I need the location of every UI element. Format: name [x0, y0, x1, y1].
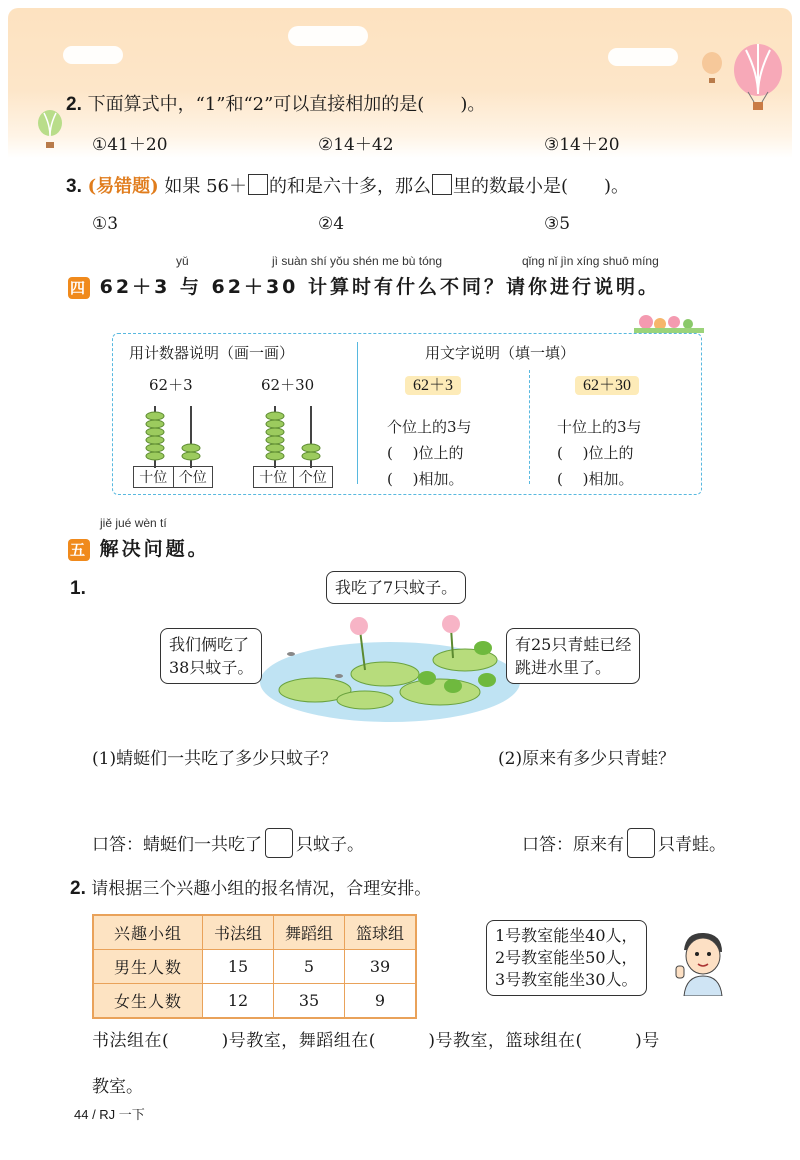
q2-option-3[interactable]: ③14＋20 [544, 135, 620, 155]
text-heading: 用文字说明（填一填） [425, 344, 576, 362]
tens-label: 十位 [254, 467, 294, 487]
pond-illustration [255, 600, 525, 725]
abacus-equation-2: 62＋30 [261, 376, 315, 394]
text-equation-1: 62＋3 [405, 376, 461, 395]
signup-table [92, 914, 417, 1019]
bubble-line: 有25只青蛙已经 [515, 635, 632, 654]
pinyin: jì suàn shí yǒu shén me bù tóng [272, 254, 443, 268]
table-header: 舞蹈组 [274, 915, 345, 950]
table-cell: 5 [274, 950, 345, 984]
explanation-line[interactable]: ( )相加。 [557, 470, 634, 488]
table-header: 篮球组 [345, 915, 417, 950]
explanation-2[interactable] [557, 414, 642, 492]
table-cell: 35 [274, 984, 345, 1019]
explanation-1[interactable] [387, 414, 472, 492]
explanation-line: 个位上的3与 [387, 418, 472, 436]
ones-label: 个位 [178, 470, 207, 486]
arrangement-answer-line-1[interactable]: 书法组在( )号教室，舞蹈组在( )号教室，篮球组在( )号 [92, 1031, 660, 1051]
q3-option-3[interactable]: ③5 [544, 214, 571, 234]
arrangement-answer-line-2: 教室。 [92, 1077, 143, 1097]
q3-option-2[interactable]: ②4 [318, 214, 345, 234]
answer-box[interactable] [627, 828, 655, 858]
sub-question-1: (1)蜻蜓们一共吃了多少只蚊子？ [92, 749, 338, 769]
abacus-equation-1: 62＋3 [149, 376, 193, 394]
question-2 [66, 90, 485, 116]
blank-box[interactable] [432, 174, 452, 195]
table-cell: 15 [203, 950, 274, 984]
error-prone-tag: (易错题) [87, 176, 159, 197]
q2-option-2[interactable]: ②14＋42 [318, 135, 394, 155]
question-number: 3. [66, 176, 82, 197]
bubble-line: 我们俩吃了 [169, 635, 250, 654]
q3-option-1[interactable]: ①3 [92, 214, 119, 234]
small-balloon-icon [700, 52, 724, 86]
problem-text: 请根据三个兴趣小组的报名情况，合理安排。 [91, 879, 432, 899]
explanation-line: 十位上的3与 [557, 418, 642, 436]
panel-divider [529, 370, 530, 484]
classroom-capacity-bubble [486, 920, 647, 996]
capacity-line: 2号教室能坐50人， [495, 948, 638, 967]
pinyin: qǐng nǐ jìn xíng shuō míng [522, 254, 659, 268]
abacus-1-labels [133, 466, 213, 488]
speech-bubble-left [160, 628, 262, 684]
explanation-line[interactable]: ( )位上的 [387, 444, 464, 462]
table-row [93, 950, 416, 984]
flowers-decoration-icon [634, 312, 704, 334]
explanation-line[interactable]: ( )相加。 [387, 470, 464, 488]
explanation-line[interactable]: ( )位上的 [557, 444, 634, 462]
abacus-2[interactable] [255, 406, 335, 468]
explanation-panel [112, 333, 702, 495]
speech-bubble-top: 我吃了7只蚊子。 [326, 571, 466, 604]
table-cell: 男生人数 [93, 950, 203, 984]
table-cell: 12 [203, 984, 274, 1019]
speech-bubble-right [506, 628, 640, 684]
pinyin: yǔ [176, 254, 189, 268]
abacus-1[interactable] [135, 406, 215, 468]
question-text: 下面算式中，“1”和“2”可以直接相加的是( )。 [87, 94, 486, 115]
question-text-b: 的和是六十多，那么 [269, 176, 432, 197]
text-equation-2: 62＋30 [575, 376, 639, 395]
section-4-heading [68, 272, 660, 299]
hot-air-balloon-icon [728, 44, 788, 114]
section-badge: 四 [69, 279, 88, 297]
q2-option-1[interactable]: ①41＋20 [92, 135, 168, 155]
problem-number: 2. [70, 878, 86, 899]
capacity-line: 1号教室能坐40人， [495, 926, 638, 945]
sub-question-2: (2)原来有多少只青蛙？ [498, 749, 676, 769]
bubble-line: 38只蚊子。 [169, 658, 254, 677]
boy-avatar [672, 928, 732, 996]
answer-2 [522, 828, 726, 858]
problem-number: 1. [70, 578, 86, 599]
problem-2 [70, 874, 431, 900]
ones-label: 个位 [298, 470, 327, 486]
pinyin: jiě jué wèn tí [100, 516, 167, 530]
green-balloon-icon [36, 110, 64, 152]
section-badge: 五 [69, 541, 88, 559]
answer-box[interactable] [265, 828, 293, 858]
question-3 [66, 172, 629, 198]
answer-suffix: 只蚊子。 [296, 835, 364, 855]
panel-divider [357, 342, 358, 484]
question-text-c: 里的数最小是( )。 [453, 176, 630, 197]
tens-label: 十位 [134, 467, 174, 487]
section-5-heading [68, 534, 210, 561]
abacus-2-labels [253, 466, 333, 488]
table-header: 书法组 [203, 915, 274, 950]
table-cell: 女生人数 [93, 984, 203, 1019]
blank-box[interactable] [248, 174, 268, 195]
section-title: 62＋3 与 62＋30 计算时有什么不同？请你进行说明。 [99, 276, 661, 298]
question-number: 2. [66, 94, 82, 115]
answer-1 [92, 828, 364, 858]
answer-prefix: 口答：蜻蜓们一共吃了 [92, 835, 262, 855]
page-footer: 44 / RJ 一下 [74, 1107, 145, 1122]
answer-prefix: 口答：原来有 [522, 835, 624, 855]
table-header-row [93, 915, 416, 950]
table-cell: 9 [345, 984, 417, 1019]
answer-suffix: 只青蛙。 [658, 835, 726, 855]
question-text-a: 如果 56＋ [164, 176, 248, 197]
table-header: 兴趣小组 [93, 915, 203, 950]
bubble-line: 跳进水里了。 [515, 658, 612, 677]
table-cell: 39 [345, 950, 417, 984]
abacus-heading: 用计数器说明（画一画） [129, 344, 295, 362]
capacity-line: 3号教室能坐30人。 [495, 970, 638, 989]
table-row [93, 984, 416, 1019]
section-title: 解决问题。 [99, 538, 210, 560]
